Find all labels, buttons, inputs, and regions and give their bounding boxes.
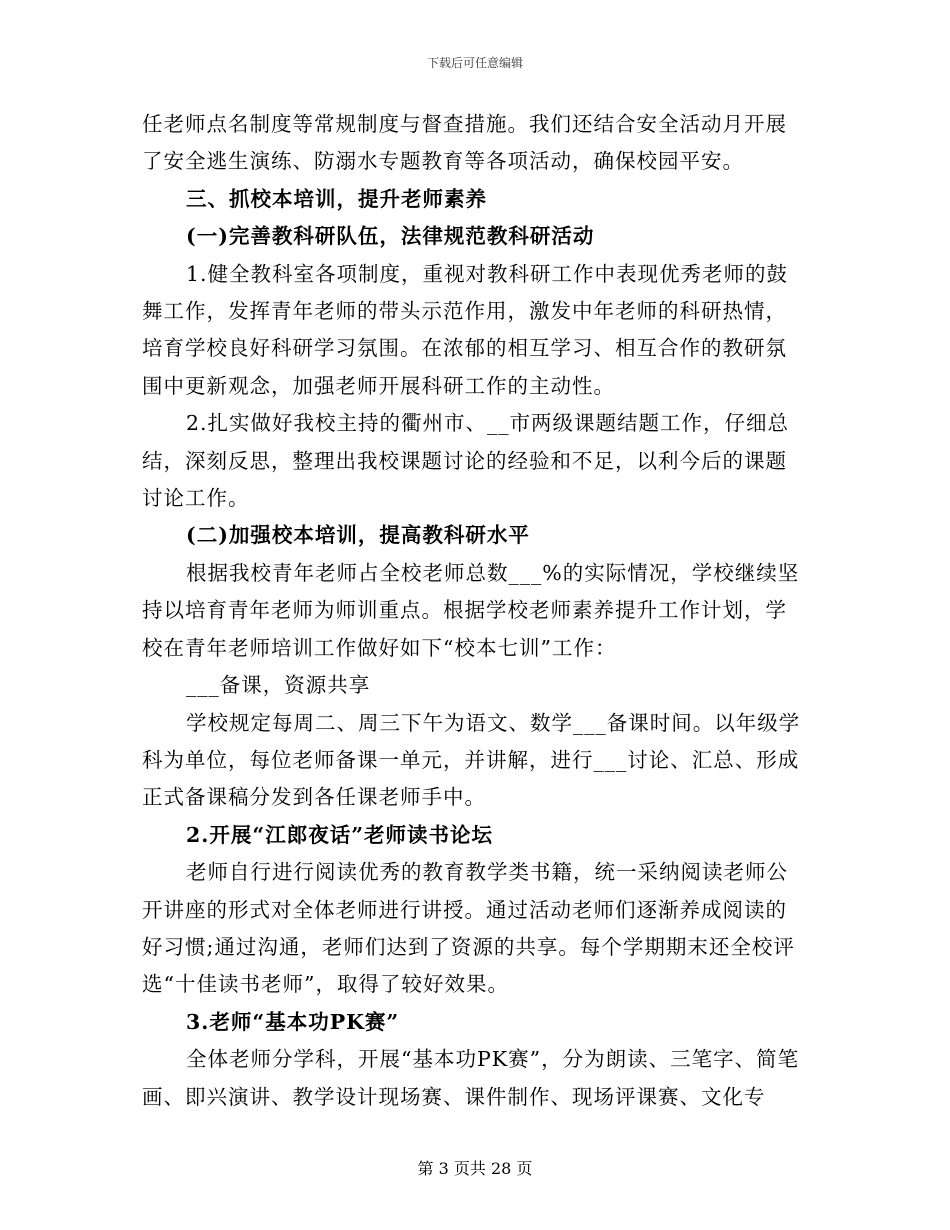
body-paragraph: 2.扎实做好我校主持的衢州市、__市两级课题结题工作，仔细总结，深刻反思，整理出我校课题讨论的经验和不足，以利今后的课题讨论工作。 xyxy=(142,411,790,511)
body-paragraph: 任老师点名制度等常规制度与督查措施。我们还结合安全活动月开展了安全逃生演练、防溺水专题教育等各项活动，确保校园平安。 xyxy=(142,112,787,174)
section-heading: 三、抓校本培训，提升老师素养 xyxy=(186,186,487,211)
page-header: 下载后可任意编辑 xyxy=(426,56,523,70)
document-body xyxy=(142,106,807,1116)
body-paragraph: 全体老师分学科，开展“基本功PK赛”，分为朗读、三笔字、简笔画、即兴演讲、教学设计现场赛、课件制作、现场评课赛、文化专 xyxy=(142,1047,800,1109)
body-paragraph: 1.健全教科室各项制度，重视对教科研工作中表现优秀老师的鼓舞工作，发挥青年老师的带头示范作用，激发中年老师的科研热情，培育学校良好科研学习氛围。在浓郁的相互学习、相互合作的教研氛围中更新观念，加强老师开展科研工作的主动性。 xyxy=(142,261,789,398)
item-heading: 3.老师“基本功PK赛” xyxy=(186,1009,400,1034)
subsection-heading: (一)完善教科研队伍，法律规范教科研活动 xyxy=(186,224,595,249)
body-paragraph: 学校规定每周二、周三下午为语文、数学___备课时间。以年级学科为单位，每位老师备课一单元，并讲解，进行___讨论、汇总、形成正式备课稿分发到各任课老师手中。 xyxy=(142,710,801,810)
item-heading: 2.开展“江郎夜话”老师读书论坛 xyxy=(186,822,493,847)
subsection-heading: (二)加强校本培训，提高教科研水平 xyxy=(186,523,530,548)
body-paragraph: 根据我校青年老师占全校老师总数___%的实际情况，学校继续坚持以培育青年老师为师训重点。根据学校老师素养提升工作计划，学校在青年老师培训工作做好如下“校本七训”工作： xyxy=(142,560,800,660)
body-paragraph: 老师自行进行阅读优秀的教育教学类书籍，统一采纳阅读老师公开讲座的形式对全体老师进行讲授。通过活动老师们逐渐养成阅读的好习惯;通过沟通，老师们达到了资源的共享。每个学期期末还全校评选“十佳读书老师”，取得了较好效果。 xyxy=(142,860,795,997)
page-footer: 第 3 页共 28 页 xyxy=(417,1159,533,1178)
body-paragraph: ___备课，资源共享 xyxy=(186,673,371,698)
